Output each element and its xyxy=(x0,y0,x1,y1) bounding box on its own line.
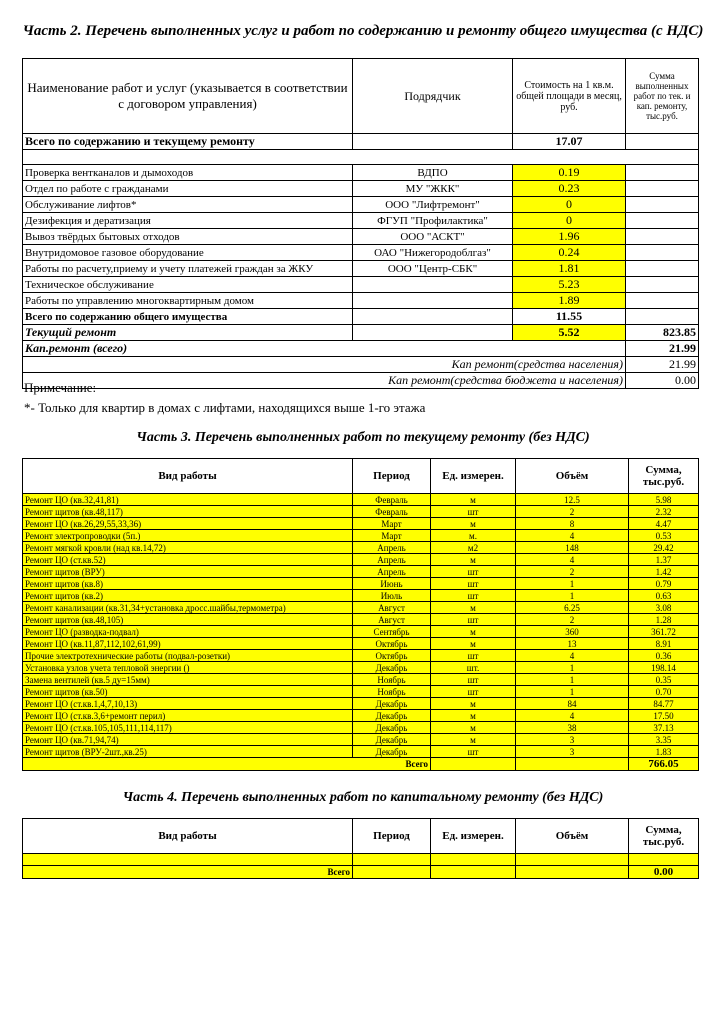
work-volume: 3 xyxy=(516,746,629,758)
work-sum: 2.32 xyxy=(629,506,699,518)
work-period: Ноябрь xyxy=(353,674,431,686)
work-unit: шт xyxy=(431,650,516,662)
work-name: Ремонт щитов (кв.48,117) xyxy=(23,506,353,518)
part3-total-unit xyxy=(431,758,516,771)
service-row xyxy=(23,197,699,213)
work-unit: м. xyxy=(431,530,516,542)
work-period: Декабрь xyxy=(353,710,431,722)
work-name: Установка узлов учета тепловой энергии () xyxy=(23,662,353,674)
work-name: Ремонт ЦО (разводка-подвал) xyxy=(23,626,353,638)
service-contractor: ФГУП "Профилактика" xyxy=(353,213,513,229)
table-row xyxy=(23,614,699,626)
service-sum xyxy=(626,197,699,213)
work-volume: 2 xyxy=(516,506,629,518)
capital-budget-label: Кап ремонт(средства бюджета и населения) xyxy=(23,373,626,389)
work-unit: шт xyxy=(431,566,516,578)
work-volume: 1 xyxy=(516,686,629,698)
work-volume: 2 xyxy=(516,614,629,626)
work-name: Ремонт ЦО (кв.32,41,81) xyxy=(23,494,353,506)
current-repair-sum: 823.85 xyxy=(626,325,699,341)
work-sum: 37.13 xyxy=(629,722,699,734)
work-name: Ремонт ЦО (ст.кв.52) xyxy=(23,554,353,566)
part3-header-sum: Сумма, тыс.руб. xyxy=(629,459,699,494)
table-row xyxy=(23,626,699,638)
work-volume: 1 xyxy=(516,662,629,674)
work-period: Апрель xyxy=(353,554,431,566)
work-period: Декабрь xyxy=(353,662,431,674)
table-row xyxy=(23,710,699,722)
work-period: Февраль xyxy=(353,506,431,518)
part3-table xyxy=(22,458,699,771)
work-sum: 29.42 xyxy=(629,542,699,554)
work-sum: 0.63 xyxy=(629,590,699,602)
table-row xyxy=(23,602,699,614)
service-contractor: ООО "Центр-СБК" xyxy=(353,261,513,277)
table-row xyxy=(23,734,699,746)
service-name: Вывоз твёрдых бытовых отходов xyxy=(23,229,353,245)
part2-title: Часть 2. Перечень выполненных услуг и работ по содержанию и ремонту общего имущества (с НДС) xyxy=(22,23,704,39)
work-name: Прочие электротехнические работы (подвал-розетки) xyxy=(23,650,353,662)
work-unit: м xyxy=(431,626,516,638)
work-period: Сентябрь xyxy=(353,626,431,638)
current-repair-cost: 5.52 xyxy=(513,325,626,341)
part2-table xyxy=(22,58,699,389)
work-period: Апрель xyxy=(353,566,431,578)
table-row xyxy=(23,542,699,554)
service-sum xyxy=(626,181,699,197)
work-volume: 38 xyxy=(516,722,629,734)
work-name: Ремонт ЦО (кв.11,87,112,102,61,99) xyxy=(23,638,353,650)
spacer-row xyxy=(23,150,699,165)
work-volume: 6.25 xyxy=(516,602,629,614)
work-period: Март xyxy=(353,530,431,542)
service-name: Отдел по работе с гражданами xyxy=(23,181,353,197)
work-period: Апрель xyxy=(353,542,431,554)
work-period: Декабрь xyxy=(353,734,431,746)
work-volume: 8 xyxy=(516,518,629,530)
header-sum: Сумма выполненных работ по тек. и кап. ремонту, тыс.руб. xyxy=(626,59,699,134)
work-period: Декабрь xyxy=(353,746,431,758)
service-sum xyxy=(626,165,699,181)
work-sum: 3.35 xyxy=(629,734,699,746)
service-cost: 0 xyxy=(513,213,626,229)
current-repair-contractor xyxy=(353,325,513,341)
service-cost: 0.19 xyxy=(513,165,626,181)
work-sum: 0.36 xyxy=(629,650,699,662)
part4-header-sum: Сумма, тыс.руб. xyxy=(629,819,699,854)
work-period: Март xyxy=(353,518,431,530)
part3-total-sum: 766.05 xyxy=(629,758,699,771)
work-unit: м xyxy=(431,554,516,566)
part4-empty-unit xyxy=(431,854,516,866)
header-contractor: Подрядчик xyxy=(353,59,513,134)
work-unit: м xyxy=(431,698,516,710)
part4-empty-sum xyxy=(629,854,699,866)
work-sum: 0.53 xyxy=(629,530,699,542)
table-row xyxy=(23,578,699,590)
service-name: Работы по расчету,приему и учету платежей граждан за ЖКУ xyxy=(23,261,353,277)
table-row xyxy=(23,746,699,758)
table-row xyxy=(23,530,699,542)
service-cost: 0 xyxy=(513,197,626,213)
part4-total-sum: 0.00 xyxy=(629,866,699,879)
work-sum: 17.50 xyxy=(629,710,699,722)
work-name: Ремонт щитов (кв.50) xyxy=(23,686,353,698)
table-row xyxy=(23,722,699,734)
header-cost: Стоимость на 1 кв.м. общей площади в месяц, руб. xyxy=(513,59,626,134)
service-cost: 0.24 xyxy=(513,245,626,261)
work-volume: 1 xyxy=(516,590,629,602)
part3-title: Часть 3. Перечень выполненных работ по текущему ремонту (без НДС) xyxy=(136,430,590,445)
service-row xyxy=(23,181,699,197)
part3-header-unit: Ед. измерен. xyxy=(431,459,516,494)
service-row xyxy=(23,277,699,293)
work-volume: 1 xyxy=(516,578,629,590)
table-row xyxy=(23,650,699,662)
work-unit: шт xyxy=(431,686,516,698)
work-name: Замена вентилей (кв.5 ду=15мм) xyxy=(23,674,353,686)
note-text: *- Только для квартир в домах с лифтами, находящихся выше 1-го этажа xyxy=(24,400,426,415)
service-sum xyxy=(626,277,699,293)
table-row xyxy=(23,686,699,698)
part4-table xyxy=(22,818,699,879)
work-name: Ремонт ЦО (ст.кв.1,4,7,10,13) xyxy=(23,698,353,710)
part3-header-volume: Объём xyxy=(516,459,629,494)
service-row xyxy=(23,293,699,309)
part3-total-volume xyxy=(516,758,629,771)
table-row xyxy=(23,506,699,518)
work-unit: м xyxy=(431,518,516,530)
work-unit: шт xyxy=(431,746,516,758)
work-name: Ремонт ЦО (ст.кв.105,105,111,114,117) xyxy=(23,722,353,734)
work-name: Ремонт щитов (кв.2) xyxy=(23,590,353,602)
service-row xyxy=(23,229,699,245)
part4-empty-work xyxy=(23,854,353,866)
work-name: Ремонт мягкой кровли (над кв.14,72) xyxy=(23,542,353,554)
service-row xyxy=(23,213,699,229)
service-sum xyxy=(626,293,699,309)
work-name: Ремонт электропроводки (5п.) xyxy=(23,530,353,542)
service-contractor: МУ "ЖКК" xyxy=(353,181,513,197)
service-cost: 1.81 xyxy=(513,261,626,277)
capital-residents-sum: 21.99 xyxy=(626,357,699,373)
table-row xyxy=(23,674,699,686)
work-name: Ремонт щитов (ВРУ) xyxy=(23,566,353,578)
total-common-contractor xyxy=(353,309,513,325)
work-sum: 8.91 xyxy=(629,638,699,650)
service-name: Проверка вентканалов и дымоходов xyxy=(23,165,353,181)
work-name: Ремонт щитов (кв.48,105) xyxy=(23,614,353,626)
work-volume: 84 xyxy=(516,698,629,710)
table-row xyxy=(23,494,699,506)
service-sum xyxy=(626,261,699,277)
work-name: Ремонт ЦО (кв.26,29,55,33,36) xyxy=(23,518,353,530)
work-period: Октябрь xyxy=(353,650,431,662)
total-maintenance-sum xyxy=(626,134,699,150)
service-name: Внутридомовое газовое оборудование xyxy=(23,245,353,261)
work-unit: шт xyxy=(431,506,516,518)
work-sum: 1.28 xyxy=(629,614,699,626)
work-unit: шт. xyxy=(431,662,516,674)
service-name: Техническое обслуживание xyxy=(23,277,353,293)
total-maintenance-cost: 17.07 xyxy=(513,134,626,150)
work-period: Февраль xyxy=(353,494,431,506)
work-sum: 0.79 xyxy=(629,578,699,590)
part4-total-label: Всего xyxy=(23,866,353,879)
part4-title: Часть 4. Перечень выполненных работ по капитальному ремонту (без НДС) xyxy=(122,790,604,805)
capital-residents-label: Кап ремонт(средства населения) xyxy=(23,357,626,373)
work-period: Август xyxy=(353,602,431,614)
part4-header-period: Период xyxy=(353,819,431,854)
capital-repair-sum: 21.99 xyxy=(626,341,699,357)
service-name: Работы по управлению многоквартирным домом xyxy=(23,293,353,309)
work-sum: 361.72 xyxy=(629,626,699,638)
current-repair-label: Текущий ремонт xyxy=(23,325,353,341)
table-row xyxy=(23,566,699,578)
work-sum: 1.37 xyxy=(629,554,699,566)
work-unit: шт xyxy=(431,578,516,590)
work-period: Ноябрь xyxy=(353,686,431,698)
service-name: Дезифекция и дератизация xyxy=(23,213,353,229)
work-volume: 360 xyxy=(516,626,629,638)
work-sum: 1.42 xyxy=(629,566,699,578)
work-volume: 1 xyxy=(516,674,629,686)
service-row xyxy=(23,261,699,277)
service-cost: 5.23 xyxy=(513,277,626,293)
service-row xyxy=(23,165,699,181)
service-row xyxy=(23,245,699,261)
capital-budget-sum: 0.00 xyxy=(626,373,699,389)
work-period: Август xyxy=(353,614,431,626)
work-unit: шт xyxy=(431,590,516,602)
work-name: Ремонт ЦО (кв.71,94,74) xyxy=(23,734,353,746)
part3-header-period: Период xyxy=(353,459,431,494)
work-sum: 0.70 xyxy=(629,686,699,698)
work-volume: 4 xyxy=(516,650,629,662)
service-contractor xyxy=(353,277,513,293)
work-unit: м xyxy=(431,710,516,722)
total-common-sum xyxy=(626,309,699,325)
part4-total-period xyxy=(353,866,431,879)
capital-repair-label: Кап.ремонт (всего) xyxy=(23,341,626,357)
note-title: Примечание: xyxy=(24,380,97,395)
work-period: Июнь xyxy=(353,578,431,590)
total-maintenance-contractor xyxy=(353,134,513,150)
work-name: Ремонт ЦО (ст.кв.3,6+ремонт перил) xyxy=(23,710,353,722)
work-name: Ремонт щитов (ВРУ-2шт.,кв.25) xyxy=(23,746,353,758)
work-period: Декабрь xyxy=(353,698,431,710)
work-volume: 13 xyxy=(516,638,629,650)
service-cost: 1.89 xyxy=(513,293,626,309)
work-sum: 3.08 xyxy=(629,602,699,614)
part4-total-unit xyxy=(431,866,516,879)
work-sum: 198.14 xyxy=(629,662,699,674)
part4-empty-period xyxy=(353,854,431,866)
service-cost: 0.23 xyxy=(513,181,626,197)
work-volume: 148 xyxy=(516,542,629,554)
part4-header-unit: Ед. измерен. xyxy=(431,819,516,854)
work-volume: 3 xyxy=(516,734,629,746)
work-period: Июль xyxy=(353,590,431,602)
work-sum: 0.35 xyxy=(629,674,699,686)
work-volume: 4 xyxy=(516,710,629,722)
work-sum: 84.77 xyxy=(629,698,699,710)
work-unit: шт xyxy=(431,674,516,686)
work-name: Ремонт щитов (кв.8) xyxy=(23,578,353,590)
service-name: Обслуживание лифтов* xyxy=(23,197,353,213)
part4-header-work: Вид работы xyxy=(23,819,353,854)
service-cost: 1.96 xyxy=(513,229,626,245)
service-sum xyxy=(626,213,699,229)
service-contractor: ООО "Лифтремонт" xyxy=(353,197,513,213)
work-volume: 12.5 xyxy=(516,494,629,506)
total-common-label: Всего по содержанию общего имущества xyxy=(23,309,353,325)
table-row xyxy=(23,518,699,530)
work-volume: 4 xyxy=(516,554,629,566)
work-period: Октябрь xyxy=(353,638,431,650)
service-contractor xyxy=(353,293,513,309)
work-name: Ремонт канализации (кв.31,34+установка дросс.шайбы,термометра) xyxy=(23,602,353,614)
service-sum xyxy=(626,229,699,245)
total-common-cost: 11.55 xyxy=(513,309,626,325)
table-row xyxy=(23,638,699,650)
work-unit: шт xyxy=(431,614,516,626)
part4-total-volume xyxy=(516,866,629,879)
work-unit: м xyxy=(431,602,516,614)
work-sum: 1.83 xyxy=(629,746,699,758)
part3-header-work: Вид работы xyxy=(23,459,353,494)
service-contractor: ООО "АСКТ" xyxy=(353,229,513,245)
work-unit: м xyxy=(431,722,516,734)
work-unit: м xyxy=(431,494,516,506)
work-period: Декабрь xyxy=(353,722,431,734)
work-volume: 2 xyxy=(516,566,629,578)
work-unit: м xyxy=(431,638,516,650)
work-unit: м2 xyxy=(431,542,516,554)
work-sum: 4.47 xyxy=(629,518,699,530)
part4-header-volume: Объём xyxy=(516,819,629,854)
table-row xyxy=(23,662,699,674)
table-row xyxy=(23,698,699,710)
table-row xyxy=(23,554,699,566)
part4-empty-volume xyxy=(516,854,629,866)
service-contractor: ВДПО xyxy=(353,165,513,181)
table-row xyxy=(23,590,699,602)
service-sum xyxy=(626,245,699,261)
header-name: Наименование работ и услуг (указывается в соответствии с договором управления) xyxy=(23,59,353,134)
work-volume: 4 xyxy=(516,530,629,542)
work-unit: м xyxy=(431,734,516,746)
work-sum: 5.98 xyxy=(629,494,699,506)
service-contractor: ОАО "Нижегородоблгаз" xyxy=(353,245,513,261)
total-maintenance-label: Всего по содержанию и текущему ремонту xyxy=(23,134,353,150)
part3-total-label: Всего xyxy=(23,758,431,771)
